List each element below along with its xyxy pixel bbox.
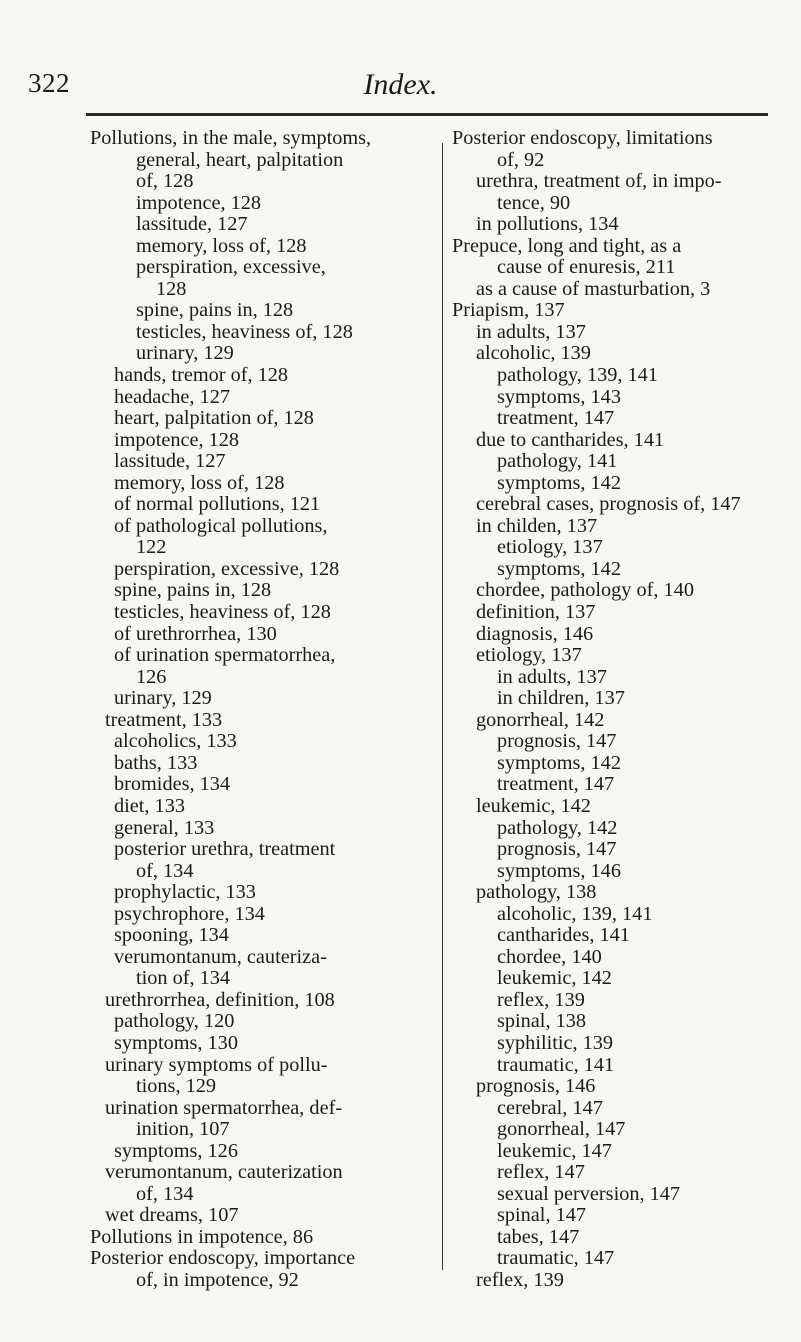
index-entry: prognosis, 146 — [476, 1075, 596, 1098]
running-head-title: Index. — [363, 68, 438, 101]
index-entry: pathology, 120 — [114, 1010, 235, 1033]
index-entry: impotence, 128 — [114, 428, 240, 451]
index-entry: urethrorrhea, definition, 108 — [105, 988, 335, 1011]
index-entry: sexual perversion, 147 — [497, 1182, 681, 1205]
index-entry: treatment, 133 — [105, 708, 223, 731]
index-entry: etiology, 137 — [476, 644, 582, 667]
index-entry: of, in impotence, 92 — [136, 1268, 299, 1291]
index-entry: reflex, 147 — [497, 1161, 585, 1184]
index-entry: tions, 129 — [136, 1075, 217, 1098]
index-entry: symptoms, 142 — [497, 471, 621, 494]
index-entry: symptoms, 130 — [114, 1031, 238, 1054]
index-entry: testicles, heaviness of, 128 — [114, 601, 331, 624]
index-entry: urinary, 129 — [136, 342, 234, 365]
index-column-left — [90, 128, 434, 1292]
index-entry: symptoms, 142 — [497, 751, 621, 774]
index-entry: pathology, 142 — [497, 816, 618, 839]
index-entry: in children, 137 — [497, 687, 625, 710]
index-entry: of normal pollutions, 121 — [114, 493, 321, 516]
index-entry: cantharides, 141 — [497, 924, 630, 947]
index-entry: Prepuce, long and tight, as a — [452, 234, 682, 257]
index-entry: in pollutions, 134 — [476, 213, 619, 236]
index-entry: hands, tremor of, 128 — [114, 364, 289, 387]
index-column-right — [452, 128, 782, 1292]
index-entry: baths, 133 — [114, 751, 198, 774]
index-entry: perspiration, excessive, 128 — [114, 557, 340, 580]
index-entry: Pollutions, in the male, symptoms, — [90, 127, 372, 149]
index-entry: leukemic, 142 — [497, 967, 612, 990]
index-entry: posterior urethra, treatment — [114, 838, 336, 861]
index-entry: lassitude, 127 — [136, 213, 248, 236]
index-entry: prognosis, 147 — [497, 730, 617, 753]
index-entry: reflex, 139 — [497, 988, 585, 1011]
index-entry: in adults, 137 — [476, 320, 586, 343]
index-entry: gonorrheal, 142 — [476, 708, 605, 731]
index-entry: 126 — [136, 665, 167, 688]
index-entry: memory, loss of, 128 — [114, 471, 285, 494]
index-entry: wet dreams, 107 — [105, 1204, 239, 1227]
index-entry: testicles, heaviness of, 128 — [136, 320, 353, 343]
column-divider — [442, 143, 443, 1270]
page-header — [0, 64, 801, 104]
index-entry: tence, 90 — [497, 191, 571, 214]
index-entry: cerebral cases, prognosis of, 147 — [476, 493, 741, 516]
index-entry: traumatic, 141 — [497, 1053, 615, 1076]
index-entry: 128 — [156, 277, 187, 300]
index-entry: symptoms, 126 — [114, 1139, 238, 1162]
index-entry: prognosis, 147 — [497, 838, 617, 861]
index-entry: pathology, 141 — [497, 450, 618, 473]
index-entry: of, 134 — [136, 859, 194, 882]
index-entry: tabes, 147 — [497, 1225, 580, 1248]
index-entry: as a cause of masturbation, 3 — [476, 277, 711, 300]
index-entry: urination spermatorrhea, def- — [105, 1096, 343, 1119]
index-entry: pathology, 138 — [476, 881, 597, 904]
index-entry: general, 133 — [114, 816, 215, 839]
index-entry: reflex, 139 — [476, 1268, 564, 1291]
index-entry: in adults, 137 — [497, 665, 607, 688]
index-entry: cause of enuresis, 211 — [497, 256, 676, 279]
index-entry: etiology, 137 — [497, 536, 603, 559]
index-entry: Posterior endoscopy, limitations — [452, 127, 713, 149]
index-entry: of urethrorrhea, 130 — [114, 622, 277, 645]
index-entry: leukemic, 142 — [476, 794, 591, 817]
index-entry: diagnosis, 146 — [476, 622, 594, 645]
index-entry: symptoms, 143 — [497, 385, 621, 408]
index-entry: spinal, 147 — [497, 1204, 587, 1227]
index-entry: of, 92 — [497, 148, 545, 171]
index-entry: urinary symptoms of pollu- — [105, 1053, 328, 1076]
index-entry: bromides, 134 — [114, 773, 231, 796]
index-entry: treatment, 147 — [497, 407, 615, 430]
header-rule — [86, 113, 768, 116]
index-entry: verumontanum, cauterization — [105, 1161, 343, 1184]
index-entry: chordee, pathology of, 140 — [476, 579, 694, 602]
index-entry: alcoholics, 133 — [114, 730, 237, 753]
page-number: 322 — [28, 68, 70, 98]
index-entry: general, heart, palpitation — [136, 148, 344, 171]
index-entry: heart, palpitation of, 128 — [114, 407, 314, 430]
index-entry: urinary, 129 — [114, 687, 212, 710]
index-entry: lassitude, 127 — [114, 450, 226, 473]
index-entry: diet, 133 — [114, 794, 185, 817]
index-entry: Priapism, 137 — [452, 299, 565, 322]
index-entry: of, 128 — [136, 170, 194, 193]
index-entry: urethra, treatment of, in impo- — [476, 170, 722, 193]
index-entry: 122 — [136, 536, 167, 559]
index-entry: symptoms, 146 — [497, 859, 621, 882]
index-entry: leukemic, 147 — [497, 1139, 612, 1162]
index-entry: cerebral, 147 — [497, 1096, 603, 1119]
index-entry: of pathological pollutions, — [114, 514, 328, 537]
index-entry: psychrophore, 134 — [114, 902, 265, 925]
index-entry: of urination spermatorrhea, — [114, 644, 336, 667]
index-entry: impotence, 128 — [136, 191, 262, 214]
index-entry: memory, loss of, 128 — [136, 234, 307, 257]
index-entry: alcoholic, 139 — [476, 342, 591, 365]
index-entry: gonorrheal, 147 — [497, 1118, 626, 1141]
index-entry: spine, pains in, 128 — [136, 299, 294, 322]
index-entry: syphilitic, 139 — [497, 1031, 614, 1054]
index-entry: treatment, 147 — [497, 773, 615, 796]
index-entry: chordee, 140 — [497, 945, 602, 968]
index-entry: alcoholic, 139, 141 — [497, 902, 653, 925]
index-entry: Pollutions in impotence, 86 — [90, 1225, 314, 1248]
index-entry: spinal, 138 — [497, 1010, 587, 1033]
index-entry: perspiration, excessive, — [136, 256, 326, 279]
index-entry: headache, 127 — [114, 385, 230, 408]
index-entry: of, 134 — [136, 1182, 194, 1205]
index-entry: definition, 137 — [476, 601, 596, 624]
index-entry: spine, pains in, 128 — [114, 579, 272, 602]
index-entry: tion of, 134 — [136, 967, 231, 990]
index-entry: verumontanum, cauteriza- — [114, 945, 327, 968]
index-entry: inition, 107 — [136, 1118, 230, 1141]
index-entry: in childen, 137 — [476, 514, 598, 537]
index-entry: Posterior endoscopy, importance — [90, 1247, 356, 1270]
index-entry: due to cantharides, 141 — [476, 428, 665, 451]
index-entry: prophylactic, 133 — [114, 881, 256, 904]
index-entry: pathology, 139, 141 — [497, 364, 658, 387]
index-entry: traumatic, 147 — [497, 1247, 615, 1270]
index-entry: symptoms, 142 — [497, 557, 621, 580]
index-entry: spooning, 134 — [114, 924, 229, 947]
